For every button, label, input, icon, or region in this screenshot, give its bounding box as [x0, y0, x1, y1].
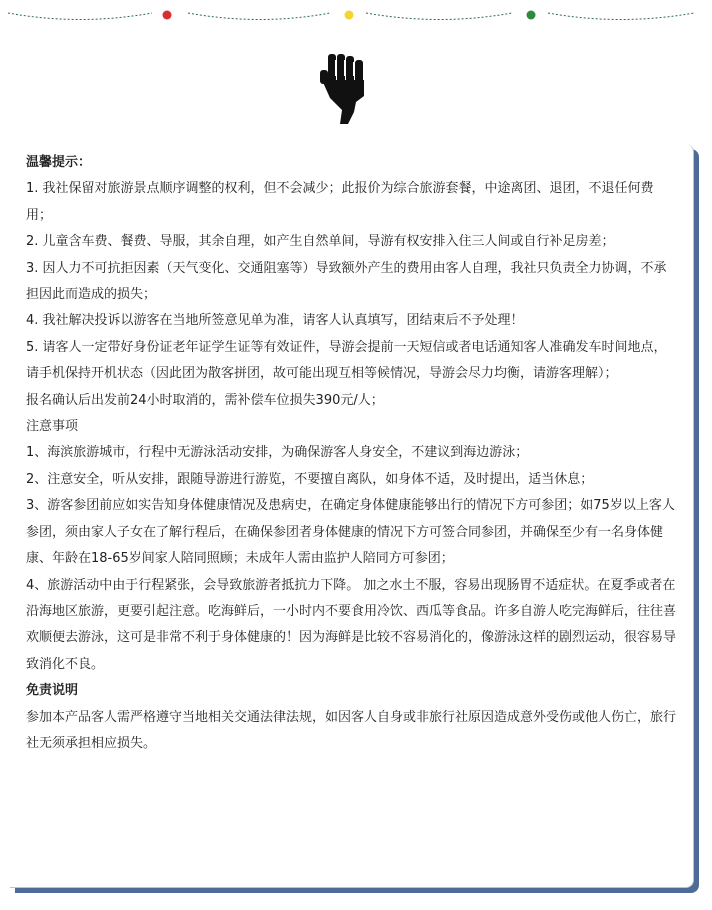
hand-pointer-icon: [318, 52, 378, 128]
disclaimer-heading: 免责说明: [26, 683, 79, 699]
reminder-heading: 温馨提示：: [26, 155, 92, 170]
cancellation-note: 报名确认后出发前24小时取消的，需补偿车位损失390元/人；: [26, 392, 384, 408]
reminder-item: 1. 我社保留对旅游景点顺序调整的权利，但不会减少；此报价为综合旅游套餐，中途离团、退团，不退任何费用；: [26, 181, 654, 223]
yellow-dot: [345, 11, 354, 20]
reminder-item: 3. 因人力不可抗拒因素（天气变化、交通阻塞等）导致额外产生的费用由客人自理，我社只负责全力协调，不承担因此而造成的损失；: [26, 260, 667, 303]
reminder-item: 5. 请客人一定带好身份证老年证学生证等有效证件，导游会提前一天短信或者电话通知客人准确发车时间地点，请手机保持开机状态（因此团为散客拼团，故可能出现互相等候情况，导游会尽力均衡，请游客理解）；: [26, 339, 667, 382]
green-dot: [527, 11, 536, 20]
notes-item: 1、海滨旅游城市，行程中无游泳活动安排，为确保游客人身安全，不建议到海边游泳；: [26, 445, 529, 461]
notice-content: [26, 150, 676, 757]
notes-heading: 注意事项: [26, 419, 79, 435]
reminder-item: 2. 儿童含车费、餐费、导服，其余自理，如产生自然单间，导游有权安排入住三人间或自行补足房差；: [26, 234, 615, 250]
reminder-item: 4. 我社解决投诉以游客在当地所签意见单为准，请客人认真填写，团结束后不予处理！: [26, 313, 524, 329]
notes-item: 4、旅游活动中由于行程紧张，会导致旅游者抵抗力下降。 加之水土不服，容易出现肠胃不适症状。在夏季或者在沿海地区旅游，更要引起注意。吃海鲜后，一小时内不要食用冷饮、西瓜等食品。许多自游人吃完海鲜后，往往喜欢顺便去游泳，这可是非常不利于身体健康的！因为海鲜是比较不容易消化的，像游泳这样的剧烈运动，很容易导致消化不良。: [26, 577, 677, 672]
notes-item: 3、游客参团前应如实告知身体健康情况及患病史，在确定身体健康能够出行的情况下方可参团；如75岁以上客人参团，须由家人子女在了解行程后，在确保参团者身体健康的情况下方可签合同参团，并确保至少有一名身体健康、年龄在18-65岁间家人陪同照顾；未成年人需由监护人陪同方可参团；: [26, 498, 675, 567]
red-dot: [163, 11, 172, 20]
disclaimer-text: 参加本产品客人需严格遵守当地相关交通法律法规，如因客人自身或非旅行社原因造成意外受伤或他人伤亡，旅行社无须承担相应损失。: [26, 709, 677, 751]
garland-decoration: [0, 0, 712, 30]
notes-item: 2、注意安全，听从安排，跟随导游进行游览，不要擅自离队，如身体不适，及时提出，适当休息；: [26, 471, 594, 487]
